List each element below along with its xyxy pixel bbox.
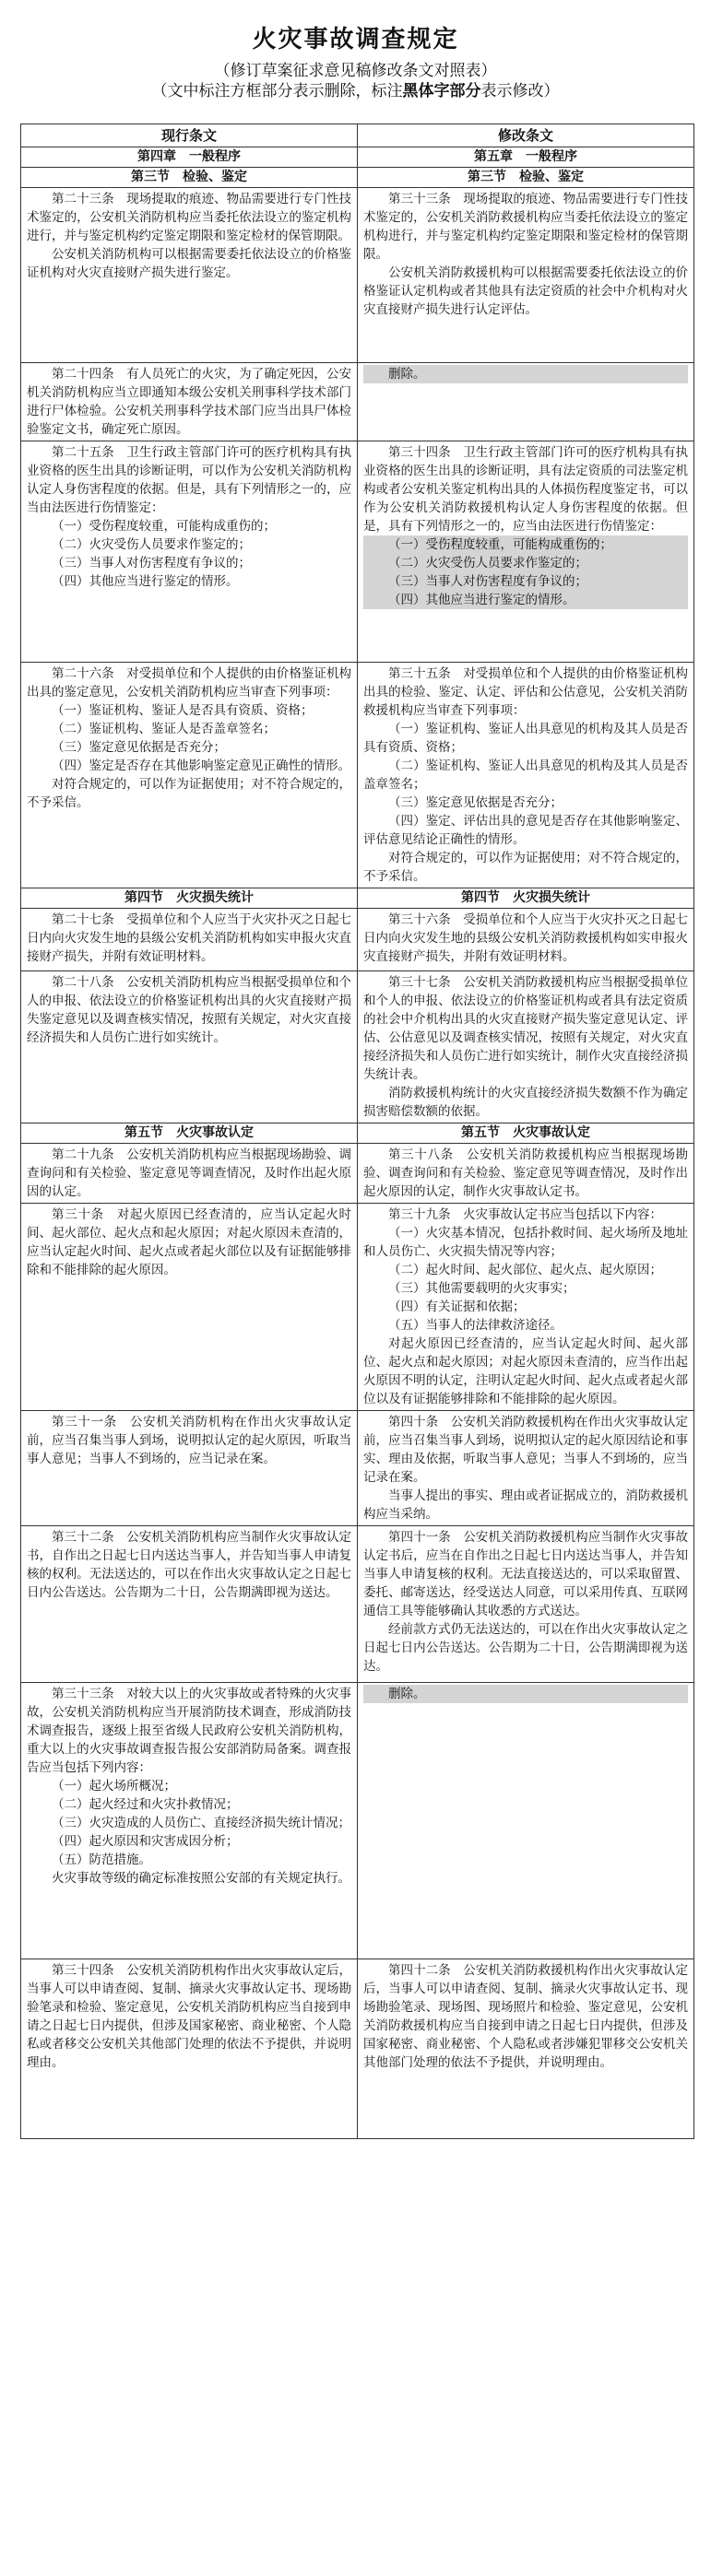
- current-section-heading: 第四节 火灾损失统计: [21, 888, 358, 909]
- article-paragraph: 第三十六条 受损单位和个人应当于火灾扑灭之日起七日内向火灾发生地的县级公安机关消防救援机构如实申报火灾直接财产损失，并附有效证明材料。: [363, 912, 688, 964]
- article-paragraph: 第二十六条 对受损单位和个人提供的由价格鉴证机构出具的鉴定意见，公安机关消防机构应当审查下列事项：: [27, 666, 351, 700]
- revised-article-cell: [358, 1959, 694, 2139]
- table-row: [21, 909, 694, 971]
- article-paragraph: 第二十五条 卫生行政主管部门许可的医疗机构具有执业资格的医生出具的诊断证明，可以作为公安机关消防机构认定人身伤害程度的依据。但是，具有下列情形之一的，应当由法医进行伤情鉴定：: [27, 445, 351, 515]
- article-clause: （五）防范措施。: [52, 1853, 151, 1867]
- article-paragraph: 第三十一条 公安机关消防机构在作出火灾事故认定前，应当召集当事人到场，说明拟认定的起火原因，听取当事人意见；当事人不到场的，应当记录在案。: [27, 1415, 351, 1466]
- revised-section-heading: 第三节 检验、鉴定: [358, 168, 694, 188]
- current-article-cell: [21, 1411, 358, 1526]
- revised-article-cell: [358, 1411, 694, 1526]
- comparison-table: [20, 124, 694, 2139]
- article-paragraph: 第三十四条 卫生行政主管部门许可的医疗机构具有执业资格的医生出具的诊断证明，具有法定资质的司法鉴定机构或者公安机关鉴定机构出具的人体损伤程度鉴定书，可以作为公安机关消防救援机构认定人身伤害程度的依据。但是，具有下列情形之一的，应当由法医进行伤情鉴定：: [363, 445, 688, 534]
- article-clause: （四）鉴定、评估出具的意见是否存在其他影响鉴定、评估意见结论正确性的情形。: [363, 814, 688, 847]
- article-clause: （五）当事人的法律救济途径。: [388, 1318, 563, 1333]
- revised-article-cell: [358, 909, 694, 971]
- current-article-cell: [21, 1526, 358, 1683]
- legend-note-a: （文中标注方框部分表示删除，标注: [151, 82, 403, 100]
- article-paragraph: 第四十条 公安机关消防救援机构在作出火灾事故认定前，应当召集当事人到场，说明拟认定的起火原因结论和事实、理由及依据，听取当事人意见；当事人不到场的，应当记录在案。: [363, 1415, 688, 1485]
- article-clause: （二）火灾受伤人员要求作鉴定的；: [52, 537, 251, 552]
- article-paragraph: 第三十五条 对受损单位和个人提供的由价格鉴证机构出具的检验、鉴定、认定、评估和公估意见，公安机关消防救援机构应当审查下列事项：: [363, 666, 688, 718]
- revised-section-heading: 第四节 火灾损失统计: [358, 888, 694, 909]
- article-paragraph: 第二十八条 公安机关消防机构应当根据受损单位和个人的申报、依法设立的价格鉴证机构出具的火灾直接财产损失鉴定意见以及调查核实情况，按照有关规定，对火灾直接经济损失和人员伤亡进行如实统计。: [27, 975, 351, 1045]
- article-clause: 公安机关消防救援机构可以根据需要委托依法设立的价格鉴证认定机构或者其他具有法定资质的社会中介机构对火灾直接财产损失进行认定评估。: [363, 265, 688, 317]
- column-header-revised: 修改条文: [358, 124, 694, 147]
- table-row: [21, 441, 694, 663]
- revised-article-cell: [358, 363, 694, 441]
- article-clause: （二）起火经过和火灾扑救情况；: [52, 1797, 239, 1812]
- article-clause: （三）鉴定意见依据是否充分；: [388, 795, 563, 810]
- table-row: [21, 188, 694, 363]
- article-paragraph: 第三十三条 现场提取的痕迹、物品需要进行专门性技术鉴定的，公安机关消防救援机构应当委托依法设立的鉴定机构进行，并与鉴定机构约定鉴定期限和鉴定检材的保管期限。: [363, 192, 688, 262]
- revised-section-heading: 第五章 一般程序: [358, 147, 694, 168]
- article-clause: （一）火灾基本情况，包括扑救时间、起火场所及地址和人员伤亡、火灾损失情况等内容；: [363, 1226, 688, 1259]
- article-clause: （二）火灾受伤人员要求作鉴定的；: [363, 554, 688, 572]
- legend-note-bold: 黑体字部分: [402, 82, 481, 100]
- article-paragraph: 第三十七条 公安机关消防救援机构应当根据受损单位和个人的申报、依法设立的价格鉴证机构或者具有法定资质的社会中介机构出具的火灾直接财产损失鉴定意见认定、评估、公估意见以及调查核实情况，按照有关规定，对火灾直接经济损失和人员伤亡进行如实统计，制作火灾直接经济损失统计表。: [363, 975, 688, 1082]
- article-clause: （三）当事人对伤害程度有争议的；: [363, 572, 688, 591]
- article-paragraph: 第三十四条 公安机关消防机构作出火灾事故认定后，当事人可以申请查阅、复制、摘录火灾事故认定书、现场勘验笔录和检验、鉴定意见，公安机关消防机构应当自接到申请之日起七日内提供，但涉及国家秘密、商业秘密、个人隐私或者移交公安机关其他部门处理的依法不予提供，并说明理由。: [27, 1963, 351, 2070]
- article-clause: 对符合规定的，可以作为证据使用；对不符合规定的，不予采信。: [27, 777, 351, 810]
- article-clause: （一）鉴证机构、鉴证人是否具有资质、资格；: [52, 703, 314, 718]
- current-article-cell: [21, 663, 358, 888]
- article-clause: （三）鉴定意见依据是否充分；: [52, 740, 226, 755]
- article-paragraph: 第三十二条 公安机关消防机构应当制作火灾事故认定书，自作出之日起七日内送达当事人，并告知当事人申请复核的权利。无法送达的，可以在作出火灾事故认定之日起七日内公告送达。公告期为二十日，公告期满即视为送达。: [27, 1530, 351, 1600]
- current-article-cell: [21, 363, 358, 441]
- article-paragraph: 删除。: [363, 365, 688, 383]
- revised-section-heading: 第五节 火灾事故认定: [358, 1123, 694, 1144]
- article-paragraph: 第四十一条 公安机关消防救援机构应当制作火灾事故认定书后，应当在自作出之日起七日内送达当事人，并告知当事人申请复核的权利。无法直接送达的，可以采取留置、委托、邮寄送达，经受送达人同意，可以采用传真、互联网通信工具等能够确认其收悉的方式送达。: [363, 1530, 688, 1618]
- current-article-cell: [21, 1204, 358, 1411]
- section-heading-row: [21, 888, 694, 909]
- table-row: [21, 1683, 694, 1959]
- article-clause: （一）鉴证机构、鉴证人出具意见的机构及其人员是否具有资质、资格；: [363, 722, 688, 755]
- table-row: [21, 363, 694, 441]
- revised-article-cell: [358, 1204, 694, 1411]
- table-row: [21, 1204, 694, 1411]
- document-legend-note: [0, 77, 711, 100]
- table-row: [21, 1144, 694, 1204]
- article-clause: （三）当事人对伤害程度有争议的；: [52, 556, 251, 570]
- article-paragraph: 第三十三条 对较大以上的火灾事故或者特殊的火灾事故，公安机关消防机构应当开展消防技术调查，形成消防技术调查报告，逐级上报至省级人民政府公安机关消防机构，重大以上的火灾事故调查报告报公安部消防局备案。调查报告应当包括下列内容：: [27, 1687, 351, 1775]
- article-paragraph: 第四十二条 公安机关消防救援机构作出火灾事故认定后，当事人可以申请查阅、复制、摘录火灾事故认定书、现场勘验笔录、现场图、现场照片和检验、鉴定意见，公安机关消防救援机构应当自接到申请之日起七日内提供，但涉及国家秘密、商业秘密、个人隐私或者涉嫌犯罪移交公安机关其他部门处理的依法不予提供，并说明理由。: [363, 1963, 688, 2070]
- article-clause: 消防救援机构统计的火灾直接经济损失数额不作为确定损害赔偿数额的依据。: [363, 1086, 688, 1119]
- article-clause: （三）其他需要载明的火灾事实；: [388, 1281, 575, 1296]
- document-subtitle: （修订草案征求意见稿修改条文对照表）: [214, 62, 497, 80]
- article-paragraph: 第三十条 对起火原因已经查清的，应当认定起火时间、起火部位、起火点和起火原因；对起火原因未查清的，应当认定起火时间、起火点或者起火部位以及有证据能够排除和不能排除的起火原因。: [27, 1207, 351, 1277]
- current-article-cell: [21, 1959, 358, 2139]
- legend-note-c: 表示修改）: [480, 82, 560, 100]
- article-clause: （四）其他应当进行鉴定的情形。: [363, 591, 688, 609]
- article-clause: 当事人提出的事实、理由或者证据成立的，消防救援机构应当采纳。: [363, 1488, 688, 1522]
- article-paragraph: 第二十四条 有人员死亡的火灾，为了确定死因，公安机关消防机构应当立即通知本级公安机关刑事科学技术部门进行尸体检验。公安机关刑事科学技术部门应当出具尸体检验鉴定文书，确定死亡原因。: [27, 367, 351, 437]
- article-clause: 公安机关消防机构可以根据需要委托依法设立的价格鉴证机构对火灾直接财产损失进行鉴定。: [27, 247, 351, 280]
- article-clause: 对起火原因已经查清的，应当认定起火时间、起火部位、起火点和起火原因；对起火原因未查清的，应当作出起火原因不明的认定，注明认定起火时间、起火点或者起火部位以及有证据能够排除和不能排除的起火原因。: [363, 1336, 688, 1406]
- table-row: [21, 1526, 694, 1683]
- table-row: [21, 663, 694, 888]
- article-paragraph: 第三十九条 火灾事故认定书应当包括以下内容：: [388, 1207, 662, 1222]
- article-clause: （二）鉴证机构、鉴证人是否盖章签名；: [52, 722, 276, 736]
- current-article-cell: [21, 909, 358, 971]
- column-header-current: 现行条文: [21, 124, 358, 147]
- section-heading-row: [21, 168, 694, 188]
- revised-article-cell: [358, 971, 694, 1123]
- current-article-cell: [21, 1683, 358, 1959]
- revised-article-cell: [358, 1683, 694, 1959]
- article-clause: （四）其他应当进行鉴定的情形。: [52, 574, 239, 589]
- revised-article-cell: [358, 663, 694, 888]
- article-clause: （四）起火原因和灾害成因分析；: [52, 1834, 239, 1849]
- current-article-cell: [21, 971, 358, 1123]
- article-paragraph: 第二十七条 受损单位和个人应当于火灾扑灭之日起七日内向火灾发生地的县级公安机关消防机构如实申报火灾直接财产损失，并附有效证明材料。: [27, 912, 351, 964]
- section-heading-row: [21, 147, 694, 168]
- article-clause: （一）受伤程度较重，可能构成重伤的；: [52, 519, 276, 534]
- revised-article-cell: [358, 188, 694, 363]
- current-section-heading: 第五节 火灾事故认定: [21, 1123, 358, 1144]
- article-clause: （二）鉴证机构、鉴证人出具意见的机构及其人员是否盖章签名；: [363, 759, 688, 792]
- document-title: 火灾事故调查规定: [252, 26, 459, 53]
- section-heading-row: [21, 1123, 694, 1144]
- current-section-heading: 第三节 检验、鉴定: [21, 168, 358, 188]
- current-article-cell: [21, 1144, 358, 1204]
- article-clause: （二）起火时间、起火部位、起火点、起火原因；: [388, 1263, 662, 1277]
- revised-article-cell: [358, 1144, 694, 1204]
- article-clause: （一）起火场所概况；: [52, 1779, 176, 1794]
- article-paragraph: 第三十八条 公安机关消防救援机构应当根据现场勘验、调查询问和有关检验、鉴定意见等调查情况，及时作出起火原因的认定，制作火灾事故认定书。: [363, 1147, 688, 1199]
- article-clause: 火灾事故等级的确定标准按照公安部的有关规定执行。: [52, 1871, 350, 1886]
- article-clause: （三）火灾造成的人员伤亡、直接经济损失统计情况；: [52, 1816, 350, 1830]
- comparison-table-body: [21, 147, 694, 2139]
- article-paragraph: 删除。: [363, 1685, 688, 1703]
- article-clause: 对符合规定的，可以作为证据使用；对不符合规定的，不予采信。: [363, 851, 688, 884]
- article-clause: 经前款方式仍无法送达的，可以在作出火灾事故认定之日起七日内公告送达。公告期为二十日，公告期满即视为送达。: [363, 1622, 688, 1674]
- revised-article-cell: [358, 441, 694, 663]
- table-row: [21, 1411, 694, 1526]
- table-header-row: [21, 124, 694, 147]
- current-section-heading: 第四章 一般程序: [21, 147, 358, 168]
- article-paragraph: 第二十九条 公安机关消防机构应当根据现场勘验、调查询问和有关检验、鉴定意见等调查情况，及时作出起火原因的认定。: [27, 1147, 351, 1199]
- article-clause: （四）鉴定是否存在其他影响鉴定意见正确性的情形。: [52, 759, 350, 773]
- table-row: [21, 971, 694, 1123]
- article-clause: （一）受伤程度较重，可能构成重伤的；: [363, 535, 688, 554]
- article-clause: （四）有关证据和依据；: [388, 1300, 526, 1314]
- current-article-cell: [21, 441, 358, 663]
- revised-article-cell: [358, 1526, 694, 1683]
- article-paragraph: 第二十三条 现场提取的痕迹、物品需要进行专门性技术鉴定的，公安机关消防机构应当委托依法设立的鉴定机构进行，并与鉴定机构约定鉴定期限和鉴定检材的保管期限。: [27, 192, 351, 243]
- table-row: [21, 1959, 694, 2139]
- current-article-cell: [21, 188, 358, 363]
